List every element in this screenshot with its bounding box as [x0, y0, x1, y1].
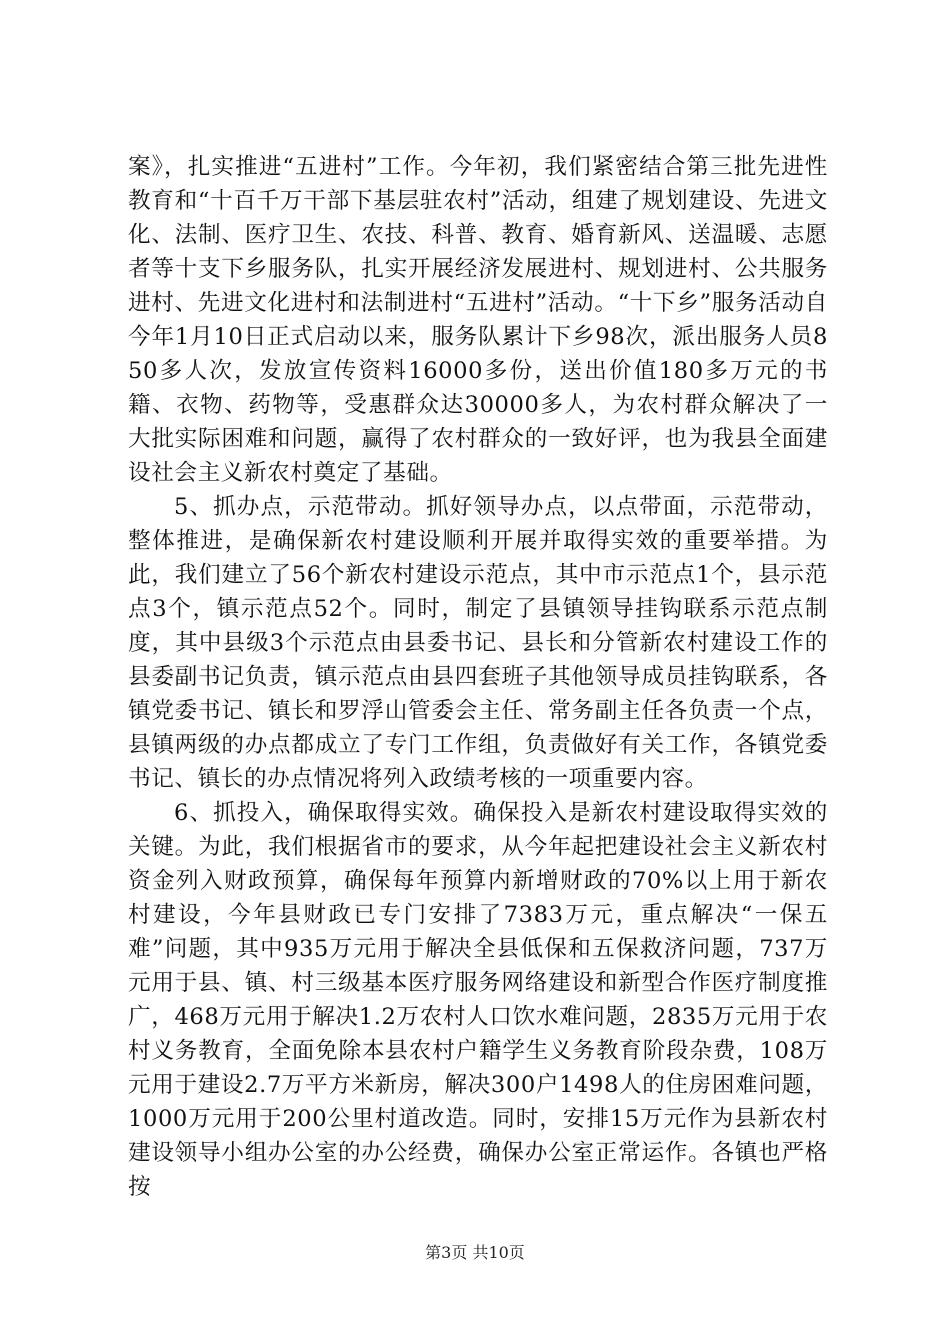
body-text	[128, 150, 828, 1204]
paragraph-1: 案》，扎实推进“五进村”工作。今年初，我们紧密结合第三批先进性教育和“十百千万干部下基层驻农村”活动，组建了规划建设、先进文化、法制、医疗卫生、农技、科普、教育、婚育新风、送温暖、志愿者等十支下乡服务队，扎实开展经济发展进村、规划进村、公共服务进村、先进文化进村和法制进村“五进村”活动。“十下乡”服务活动自今年1月10日正式启动以来，服务队累计下乡98次，派出服务人员850多人次，发放宣传资料16000多份，送出价值180多万元的书籍、衣物、药物等，受惠群众达30000多人，为农村群众解决了一大批实际困难和问题，赢得了农村群众的一致好评，也为我县全面建设社会主义新农村奠定了基础。	[128, 154, 828, 486]
paragraph-2: 5、抓办点，示范带动。抓好领导办点，以点带面，示范带动，整体推进，是确保新农村建设顺利开展并取得实效的重要举措。为此，我们建立了56个新农村建设示范点，其中市示范点1个，县示范点3个，镇示范点52个。同时，制定了县镇领导挂钩联系示范点制度，其中县级3个示范点由县委书记、县长和分管新农村建设工作的县委副书记负责，镇示范点由县四套班子其他领导成员挂钩联系，各镇党委书记、镇长和罗浮山管委会主任、常务副主任各负责一个点，县镇两级的办点都成立了专门工作组，负责做好有关工作，各镇党委书记、镇长的办点情况将列入政绩考核的一项重要内容。	[128, 494, 828, 792]
paragraph-3: 6、抓投入，确保取得实效。确保投入是新农村建设取得实效的关键。为此，我们根据省市的要求，从今年起把建设社会主义新农村资金列入财政预算，确保每年预算内新增财政的70%以上用于新农村建设，今年县财政已专门安排了7383万元，重点解决“一保五难”问题，其中935万元用于解决全县低保和五保救济问题，737万元用于县、镇、村三级基本医疗服务网络建设和新型合作医疗制度推广，468万元用于解决1.2万农村人口饮水难问题，2835万元用于农村义务教育，全面免除本县农村户籍学生义务教育阶段杂费，108万元用于建设2.7万平方米新房，解决300户1498人的住房困难问题，1000万元用于200公里村道改造。同时，安排15万元作为县新农村建设领导小组办公室的办公经费，确保办公室正常运作。各镇也严格按	[128, 800, 828, 1200]
page-footer: 第3页 共10页	[425, 1243, 525, 1262]
